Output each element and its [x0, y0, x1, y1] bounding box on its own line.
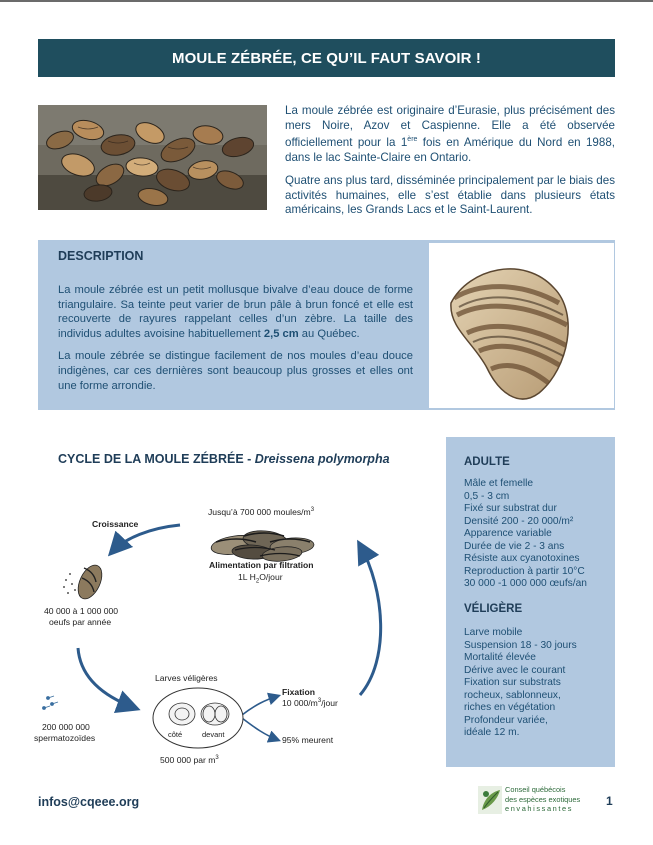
veliger-heading: VÉLIGÈRE — [464, 603, 523, 615]
list-item: Larve mobile — [464, 627, 523, 638]
arrow-to-fixation — [242, 696, 278, 715]
veliger-facts-list — [464, 627, 614, 740]
list-item: Durée de vie 2 - 3 ans — [464, 540, 565, 552]
description-heading: DESCRIPTION — [58, 249, 144, 263]
fixation-label: Fixation — [282, 687, 315, 697]
list-item: 0,5 - 3 cm — [464, 490, 510, 502]
leaf-logo-icon — [478, 786, 504, 816]
contact-email-link[interactable]: infos@cqeee.org — [38, 795, 140, 809]
list-item: Densité 200 - 20 000/m² — [464, 515, 574, 527]
list-item: Résiste aux cyanotoxines — [464, 553, 580, 564]
list-item: 30 000 -1 000 000 œufs/an — [464, 578, 587, 589]
eggs-count-label: 40 000 à 1 000 000 — [44, 606, 119, 616]
single-mussel-photo — [429, 243, 614, 408]
side-view-label: côté — [168, 730, 183, 739]
sperm-illustration — [43, 696, 59, 710]
eggs-rate-label: oeufs par année — [49, 617, 112, 627]
facts-panel — [446, 437, 615, 767]
list-item: idéale 12 m. — [464, 727, 520, 738]
mortality-label: 95% meurent — [282, 735, 334, 745]
list-item: Apparence variable — [464, 528, 552, 539]
list-item: Mâle et femelle — [464, 478, 534, 489]
adult-mussel-cluster-illustration — [210, 529, 315, 563]
title-bar — [38, 39, 615, 77]
list-item: Suspension 18 - 30 jours — [464, 639, 577, 651]
description-paragraph-shape: La moule zébrée est un petit mollusque bivalve d’eau douce de forme triangulaire. Sa teinte peut varier de brun pâle à brun foncé et elle est recouverte de rayures rappelant celles d’un zèbre. La taille des individus adultes avoisine habituellement 2,5 cm au Québec. — [58, 284, 413, 340]
sperm-count-label: 200 000 000 — [42, 722, 90, 732]
density-label: Jusqu’à 700 000 moules/$m^3$ — [208, 507, 315, 517]
list-item: riches en végétation — [464, 702, 556, 713]
fixation-rate-label: 10 $000/m^3$/jour — [282, 698, 338, 708]
list-item: rocheux, sablonneux, — [464, 689, 561, 701]
list-item: Dérive avec le courant — [464, 664, 566, 676]
intro-text — [285, 104, 615, 227]
description-text — [58, 283, 413, 401]
adult-heading: ADULTE — [464, 456, 510, 468]
top-divider — [0, 0, 653, 2]
sperm-label: spermatozoïdes — [34, 733, 96, 743]
cqeee-logo — [478, 785, 588, 817]
cycle-title: CYCLE DE LA MOULE ZÉBRÉE - Dreissena polymorpha — [58, 452, 390, 466]
arrow-fixation-to-adult — [360, 545, 381, 695]
arrow-to-mortality — [242, 718, 278, 740]
feeding-rate-label: 1L $H_2O$/jour — [238, 572, 283, 585]
larvae-density-label: 500 000 par $m^3$ — [160, 755, 219, 765]
arrow-eggs-to-larvae — [78, 648, 135, 708]
list-item: Fixation sur substrats — [464, 677, 561, 688]
list-item: Reproduction à partir 10°C — [464, 565, 585, 577]
mussel-cluster-photo — [38, 105, 267, 210]
larvae-label: Larves véligères — [155, 673, 218, 683]
life-cycle-diagram — [20, 490, 420, 780]
adult-facts-list — [464, 478, 614, 591]
intro-paragraph-origin: La moule zébrée est originaire d’Eurasie, plus précisément des mers Noire, Azov et Caspienne. Elle a été observée officiellement pour la 1ère fois en Amérique du Nord en 1988, dans le lac Sainte-Claire en Ontario. — [285, 104, 615, 164]
intro-paragraph-spread: Quatre ans plus tard, disséminée principalement par le biais des activités humaines, elle s’est établie dans plusieurs états américains, les Grands Lacs et le Saint-Laurent. — [285, 174, 615, 217]
larvae-enclosure — [153, 688, 243, 748]
spawning-mussel-illustration — [63, 561, 107, 602]
list-item: Profondeur variée, — [464, 714, 548, 726]
page-number: 1 — [606, 794, 613, 808]
description-paragraph-distinguish: La moule zébrée se distingue facilement de nos moules d’eau douce indigènes, car ces dernières sont beaucoup plus grosses et elles ont une forme arrondie. — [58, 350, 413, 392]
front-view-label: devant — [202, 730, 225, 739]
list-item: Mortalité élevée — [464, 652, 536, 663]
feeding-label: Alimentation par filtration — [209, 560, 314, 570]
growth-label: Croissance — [92, 519, 139, 529]
arrow-growth — [112, 525, 180, 552]
logo-text: Conseil québécois des espèces exotiques envahissantes — [505, 785, 581, 813]
list-item: Fixé sur substrat dur — [464, 503, 557, 514]
page-title: MOULE ZÉBRÉE, CE QU’IL FAUT SAVOIR ! — [172, 49, 481, 67]
